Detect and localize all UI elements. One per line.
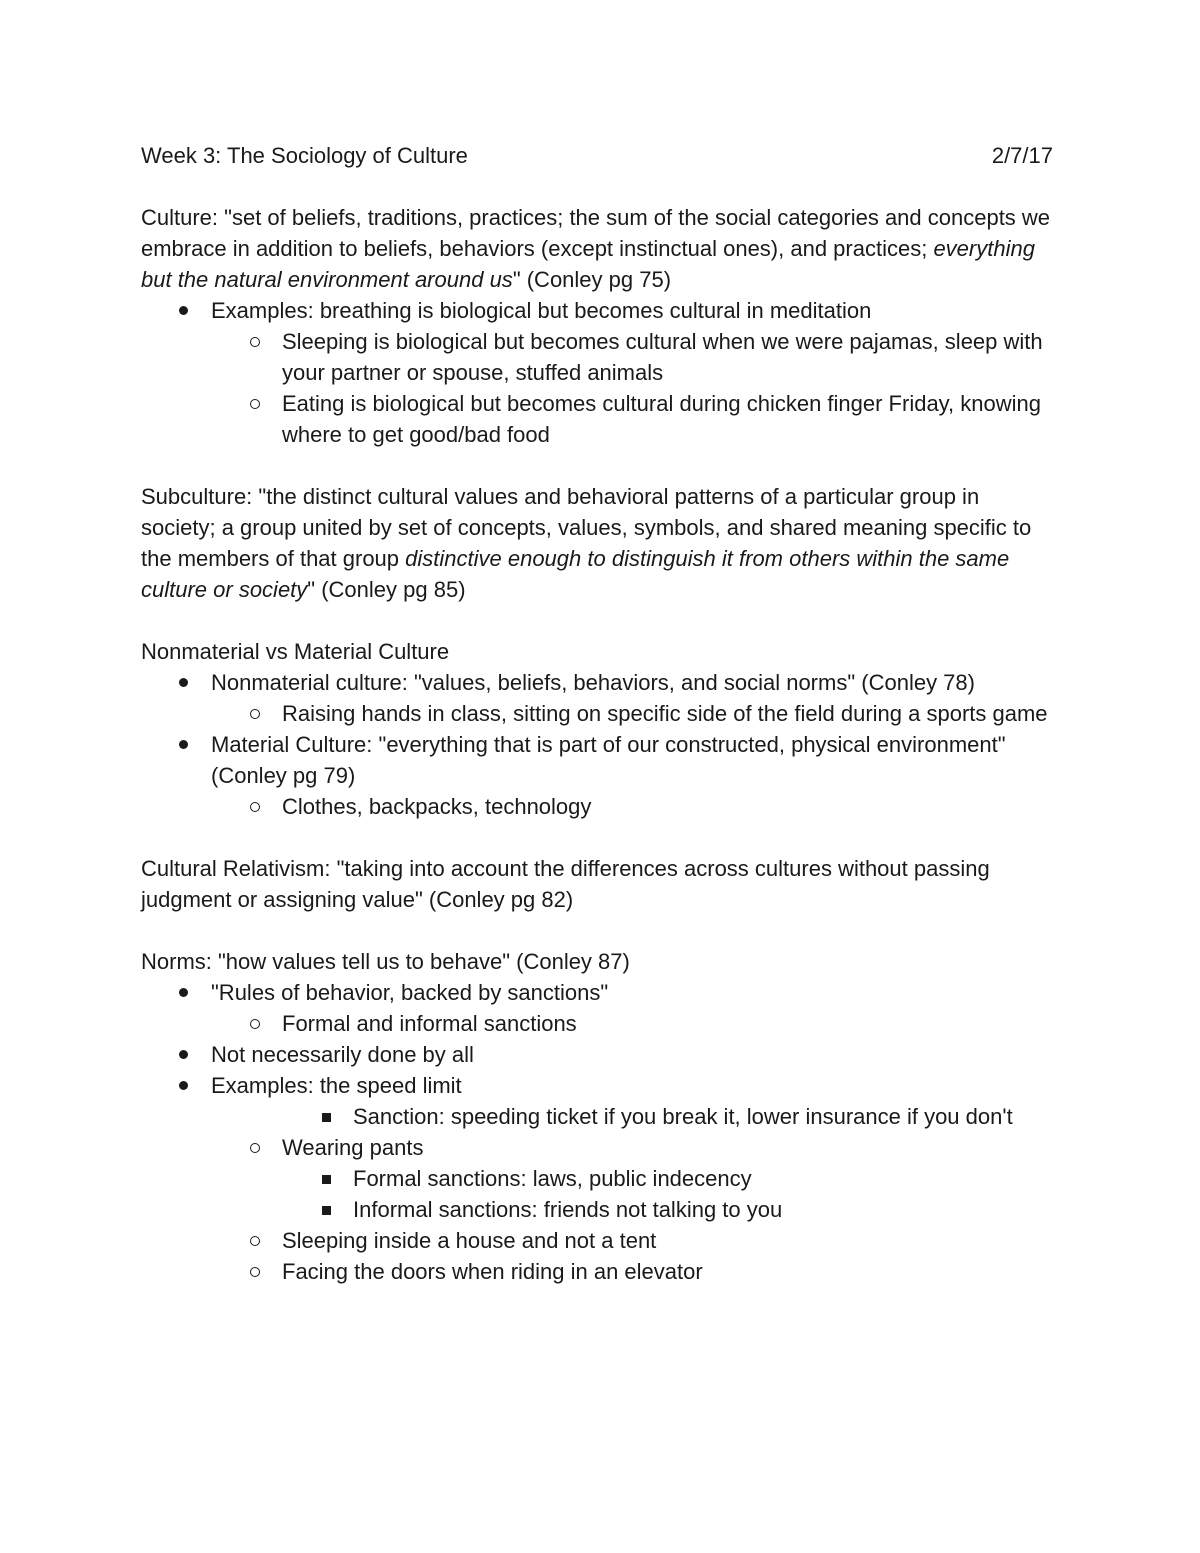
list-item: [141, 326, 1053, 388]
culture-def-citation: " (Conley pg 75): [512, 267, 672, 292]
bullet-square-icon: [322, 1206, 331, 1215]
list-item-text: Examples: breathing is biological but becomes cultural in meditation: [211, 298, 872, 323]
list-item: [141, 698, 1053, 729]
culture-def-text: Culture: "set of beliefs, traditions, practices; the sum of the social categories and concepts we embrace in addition to beliefs, behaviors (except instinctual ones), and practices;: [141, 205, 1051, 261]
subculture-def-citation: " (Conley pg 85): [307, 577, 466, 602]
list-item-text: Eating is biological but becomes cultural during chicken finger Friday, knowing where to get good/bad food: [282, 391, 1041, 447]
document-title: Week 3: The Sociology of Culture: [141, 143, 468, 168]
list-item: [141, 1194, 1053, 1225]
bullet-circle-icon: [250, 1267, 260, 1277]
material-heading: Nonmaterial vs Material Culture: [141, 639, 450, 664]
bullet-circle-icon: [250, 337, 260, 347]
bullet-circle-icon: [250, 1236, 260, 1246]
bullet-circle-icon: [250, 399, 260, 409]
relativism-definition: Cultural Relativism: "taking into account the differences across cultures without passing judgment or assigning value" (Conley pg 82): [141, 856, 990, 912]
list-item-text: Facing the doors when riding in an elevator: [282, 1259, 703, 1284]
subculture-section: [141, 481, 1053, 605]
list-item: [141, 1256, 1053, 1287]
list-item-text: Wearing pants: [282, 1135, 424, 1160]
list-item: [141, 388, 1053, 450]
bullet-disc-icon: [179, 1081, 188, 1090]
list-item-text: Formal and informal sanctions: [282, 1011, 577, 1036]
bullet-disc-icon: [179, 306, 188, 315]
list-item: [141, 1163, 1053, 1194]
list-item-text: Informal sanctions: friends not talking to you: [353, 1197, 783, 1222]
list-item: [141, 791, 1053, 822]
bullet-disc-icon: [179, 678, 188, 687]
bullet-disc-icon: [179, 740, 188, 749]
norms-definition: Norms: "how values tell us to behave" (Conley 87): [141, 949, 630, 974]
list-item: [141, 295, 1053, 326]
document-date: 2/7/17: [991, 143, 1053, 168]
list-item-text: Not necessarily done by all: [211, 1042, 474, 1067]
subculture-def-emphasis: distinctive enough to distinguish it from others within the same culture or society: [141, 546, 1010, 602]
list-item: [141, 729, 1053, 791]
list-item-text: Examples: the speed limit: [211, 1073, 462, 1098]
subculture-definition: [141, 481, 1053, 605]
list-item-text: Sleeping inside a house and not a tent: [282, 1228, 657, 1253]
list-item-text: Raising hands in class, sitting on specific side of the field during a sports game: [282, 701, 1048, 726]
list-item: [141, 1039, 1053, 1070]
bullet-disc-icon: [179, 988, 188, 997]
list-item-text: Formal sanctions: laws, public indecency: [353, 1166, 752, 1191]
bullet-square-icon: [322, 1175, 331, 1184]
list-item: [141, 977, 1053, 1008]
list-item-text: Sleeping is biological but becomes cultural when we were pajamas, sleep with your partner or spouse, stuffed animals: [282, 329, 1043, 385]
material-section: [141, 636, 1053, 822]
bullet-circle-icon: [250, 1143, 260, 1153]
list-item: [141, 1070, 1053, 1101]
document-page: [141, 140, 1053, 1318]
culture-def-emphasis: everything but the natural environment around us: [141, 236, 1035, 292]
bullet-circle-icon: [250, 709, 260, 719]
bullet-disc-icon: [179, 1050, 188, 1059]
culture-section: [141, 202, 1053, 450]
list-item: [141, 1225, 1053, 1256]
list-item: [141, 667, 1053, 698]
list-item-text: Material Culture: "everything that is part of our constructed, physical environment" (Conley pg 79): [211, 732, 1006, 788]
list-item-text: "Rules of behavior, backed by sanctions": [211, 980, 609, 1005]
list-item-text: Nonmaterial culture: "values, beliefs, behaviors, and social norms" (Conley 78): [211, 670, 975, 695]
relativism-section: [141, 853, 1053, 915]
subculture-def-text: Subculture: "the distinct cultural values and behavioral patterns of a particular group in society; a group united by set of concepts, values, symbols, and shared meaning specific to the members of that group: [141, 484, 1032, 571]
bullet-circle-icon: [250, 1019, 260, 1029]
list-item: [141, 1132, 1053, 1163]
culture-definition: [141, 202, 1053, 295]
list-item: [141, 1101, 1053, 1132]
list-item-text: Clothes, backpacks, technology: [282, 794, 592, 819]
list-item-text: Sanction: speeding ticket if you break it, lower insurance if you don't: [353, 1104, 1013, 1129]
norms-section: [141, 946, 1053, 1287]
bullet-circle-icon: [250, 802, 260, 812]
list-item: [141, 1008, 1053, 1039]
bullet-square-icon: [322, 1113, 331, 1122]
title-row: [141, 140, 1053, 171]
